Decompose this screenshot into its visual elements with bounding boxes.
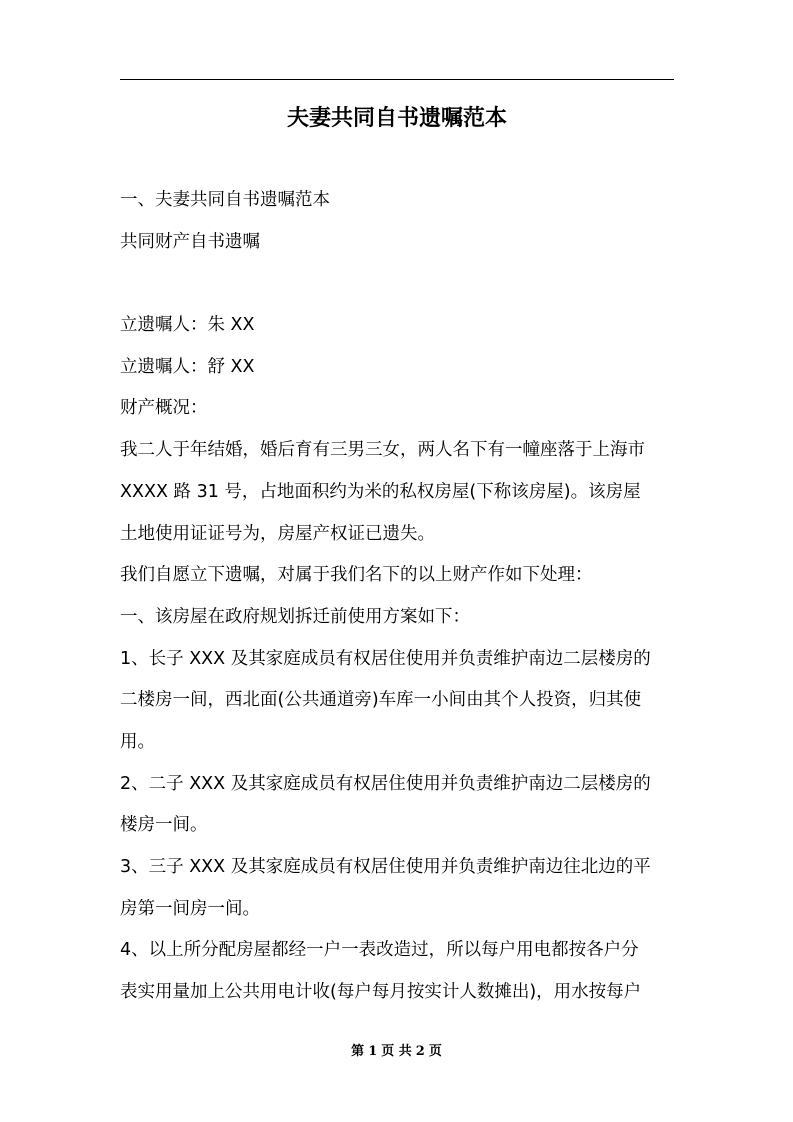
property-overview-label: 财产概况： [120, 398, 208, 419]
paragraph-line: 我二人于年结婚，婚后育有三男三女，两人名下有一幢座落于上海市 [120, 440, 645, 461]
paragraph-line: 楼房一间。 [120, 815, 208, 836]
document-body [120, 180, 676, 1014]
current-page-number: 1 [368, 1044, 378, 1059]
paragraph-line: 用。 [120, 731, 155, 752]
header-rule [120, 79, 674, 80]
testator-line: 立遗嘱人：朱 XX [120, 315, 255, 336]
paragraph-line: 土地使用证证号为，房屋产权证已遗失。 [120, 523, 435, 544]
paragraph-line: 3、三子 XXX 及其家庭成员有权居住使用并负责维护南边往北边的平 [120, 857, 651, 877]
footer-middle: 页 共 [381, 1044, 412, 1059]
section-heading: 一、夫妻共同自书遗嘱范本 [120, 190, 330, 210]
footer-prefix: 第 [351, 1044, 365, 1059]
paragraph-line: 1、长子 XXX 及其家庭成员有权居住使用并负责维护南边二层楼房的 [120, 648, 651, 669]
paragraph-line: 我们自愿立下遗嘱，对属于我们名下的以上财产作如下处理： [120, 565, 593, 586]
document-title: 夫妻共同自书遗嘱范本 [286, 106, 507, 131]
testator-line: 立遗嘱人：舒 XX [120, 356, 255, 377]
paragraph-line: 2、二子 XXX 及其家庭成员有权居住使用并负责维护南边二层楼房的 [120, 773, 651, 794]
subheading: 共同财产自书遗嘱 [120, 231, 260, 252]
page-footer [0, 1042, 793, 1062]
footer-suffix: 页 [428, 1044, 442, 1059]
paragraph-line: 房第一间房一间。 [120, 898, 260, 919]
paragraph-line: XXXX 路 31 号，占地面积约为米的私权房屋(下称该房屋)。该房屋 [120, 481, 641, 502]
total-page-number: 2 [415, 1044, 425, 1059]
paragraph-line: 一、该房屋在政府规划拆迁前使用方案如下： [120, 606, 470, 627]
blank-line [120, 263, 676, 305]
paragraph-line: 表实用量加上公共用电计收(每户每月按实计人数摊出)，用水按每户 [120, 982, 642, 1003]
paragraph-line: 4、以上所分配房屋都经一户一表改造过，所以每户用电都按各户分 [120, 940, 639, 961]
paragraph-line: 二楼房一间，西北面(公共通道旁)车库一小间由其个人投资，归其使 [120, 690, 642, 711]
